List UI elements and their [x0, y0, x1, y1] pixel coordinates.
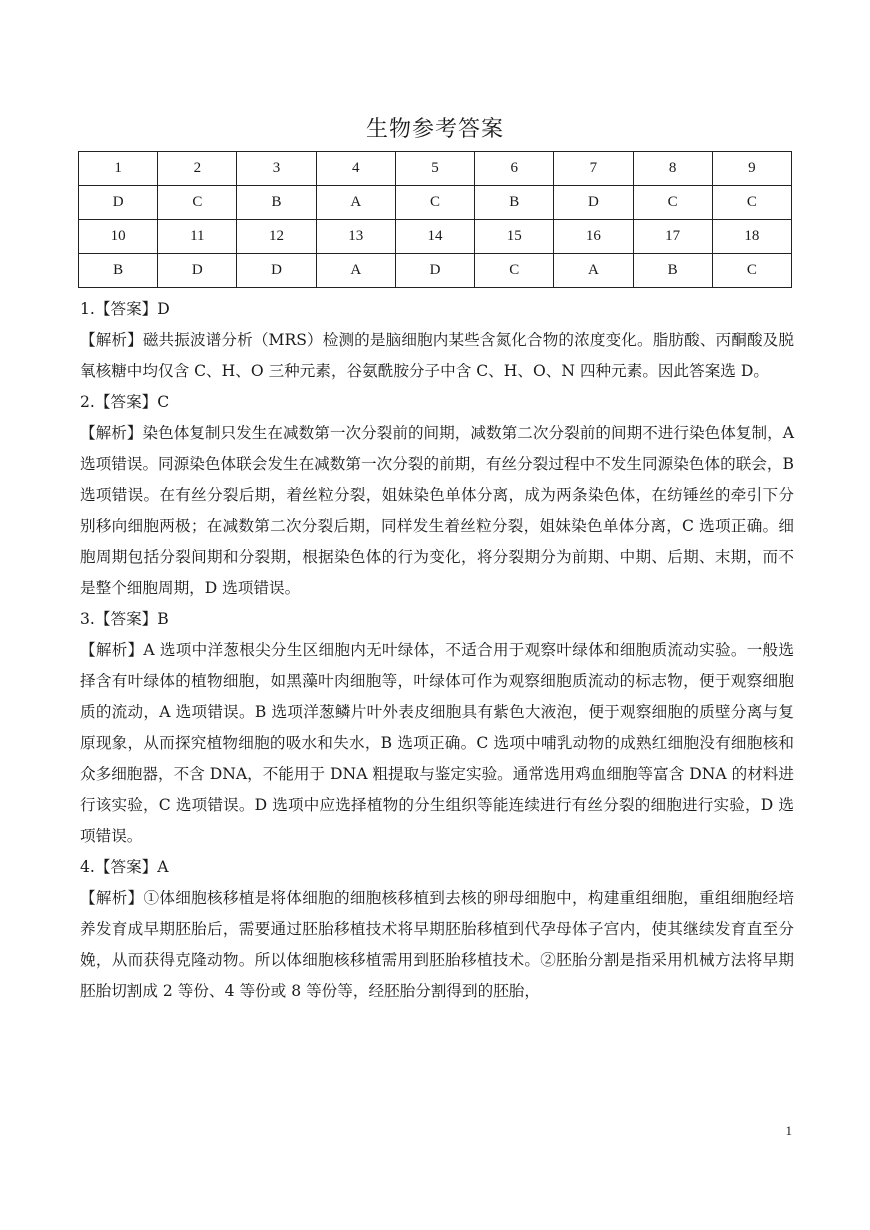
answer-table [78, 151, 792, 288]
question-number-cell: 14 [395, 220, 474, 254]
table-row [79, 254, 792, 288]
question-number-cell: 7 [554, 152, 633, 186]
question-number-cell: 10 [79, 220, 158, 254]
answer-cell: C [475, 254, 554, 288]
question-number-cell: 1 [79, 152, 158, 186]
answer-cell: B [475, 186, 554, 220]
answer-cell: A [316, 254, 395, 288]
answer-explanations [80, 294, 794, 1007]
question-number-cell: 4 [316, 152, 395, 186]
question-4-answer: 4.【答案】A [80, 858, 169, 876]
answer-cell: D [237, 254, 316, 288]
question-number-cell: 12 [237, 220, 316, 254]
table-row [79, 186, 792, 220]
question-4-analysis: 【解析】①体细胞核移植是将体细胞的细胞核移植到去核的卵母细胞中，构建重组细胞，重组细胞经培养发育成早期胚胎后，需要通过胚胎移植技术将早期胚胎移植到代孕母体子宫内，使其继续发育直至分娩，从而获得克隆动物。所以体细胞核移植需用到胚胎移植技术。②胚胎分割是指采用机械方法将早期胚胎切割成 2 等份、4 等份或 8 等份等，经胚胎分割得到的胚胎， [80, 889, 794, 1000]
question-2-answer: 2.【答案】C [80, 393, 170, 411]
answer-cell: A [316, 186, 395, 220]
answer-cell: C [158, 186, 237, 220]
answer-cell: B [79, 254, 158, 288]
answer-cell: B [633, 254, 712, 288]
question-number-cell: 18 [712, 220, 791, 254]
question-number-cell: 15 [475, 220, 554, 254]
question-number-cell: 9 [712, 152, 791, 186]
question-number-cell: 2 [158, 152, 237, 186]
question-number-cell: 3 [237, 152, 316, 186]
question-2-analysis: 【解析】染色体复制只发生在减数第一次分裂前的间期，减数第二次分裂前的间期不进行染色体复制，A 选项错误。同源染色体联会发生在减数第一次分裂的前期，有丝分裂过程中不发生同源染色体的联会，B 选项错误。在有丝分裂后期，着丝粒分裂，姐妹染色单体分离，成为两条染色体，在纺锤丝的牵引下分别移向细胞两极；在减数第二次分裂后期，同样发生着丝粒分裂，姐妹染色单体分离，C 选项正确。细胞周期包括分裂间期和分裂期，根据染色体的行为变化，将分裂期分为前期、中期、后期、末期，而不是整个细胞周期，D 选项错误。 [80, 424, 794, 597]
question-3-analysis: 【解析】A 选项中洋葱根尖分生区细胞内无叶绿体，不适合用于观察叶绿体和细胞质流动实验。一般选择含有叶绿体的植物细胞，如黑藻叶肉细胞等，叶绿体可作为观察细胞质流动的标志物，便于观察细胞质的流动，A 选项错误。B 选项洋葱鳞片叶外表皮细胞具有紫色大液泡，便于观察细胞的质壁分离与复原现象，从而探究植物细胞的吸水和失水，B 选项正确。C 选项中哺乳动物的成熟红细胞没有细胞核和众多细胞器，不含 DNA，不能用于 DNA 粗提取与鉴定实验。通常选用鸡血细胞等富含 DNA 的材料进行该实验，C 选项错误。D 选项中应选择植物的分生组织等能连续进行有丝分裂的细胞进行实验，D 选项错误。 [80, 641, 795, 845]
answer-cell: D [79, 186, 158, 220]
question-3-answer: 3.【答案】B [80, 610, 169, 628]
answer-cell: A [554, 254, 633, 288]
question-number-cell: 11 [158, 220, 237, 254]
table-row [79, 152, 792, 186]
question-number-cell: 13 [316, 220, 395, 254]
answer-cell: C [712, 254, 791, 288]
answer-cell: C [712, 186, 791, 220]
question-number-cell: 16 [554, 220, 633, 254]
page-title: 生物参考答案 [365, 117, 504, 142]
question-number-cell: 17 [633, 220, 712, 254]
answer-cell: B [237, 186, 316, 220]
question-1-answer: 1.【答案】D [80, 300, 170, 318]
question-1-analysis: 【解析】磁共振波谱分析（MRS）检测的是脑细胞内某些含氮化合物的浓度变化。脂肪酸、丙酮酸及脱氧核糖中均仅含 C、H、O 三种元素，谷氨酰胺分子中含 C、H、O、N 四种元素。因此答案选 D。 [80, 331, 794, 380]
question-number-cell: 8 [633, 152, 712, 186]
table-row [79, 220, 792, 254]
page-number: 1 [785, 1123, 792, 1138]
question-number-cell: 6 [475, 152, 554, 186]
answer-cell: D [158, 254, 237, 288]
answer-cell: C [395, 186, 474, 220]
answer-cell: D [395, 254, 474, 288]
question-number-cell: 5 [395, 152, 474, 186]
answer-cell: D [554, 186, 633, 220]
answer-cell: C [633, 186, 712, 220]
